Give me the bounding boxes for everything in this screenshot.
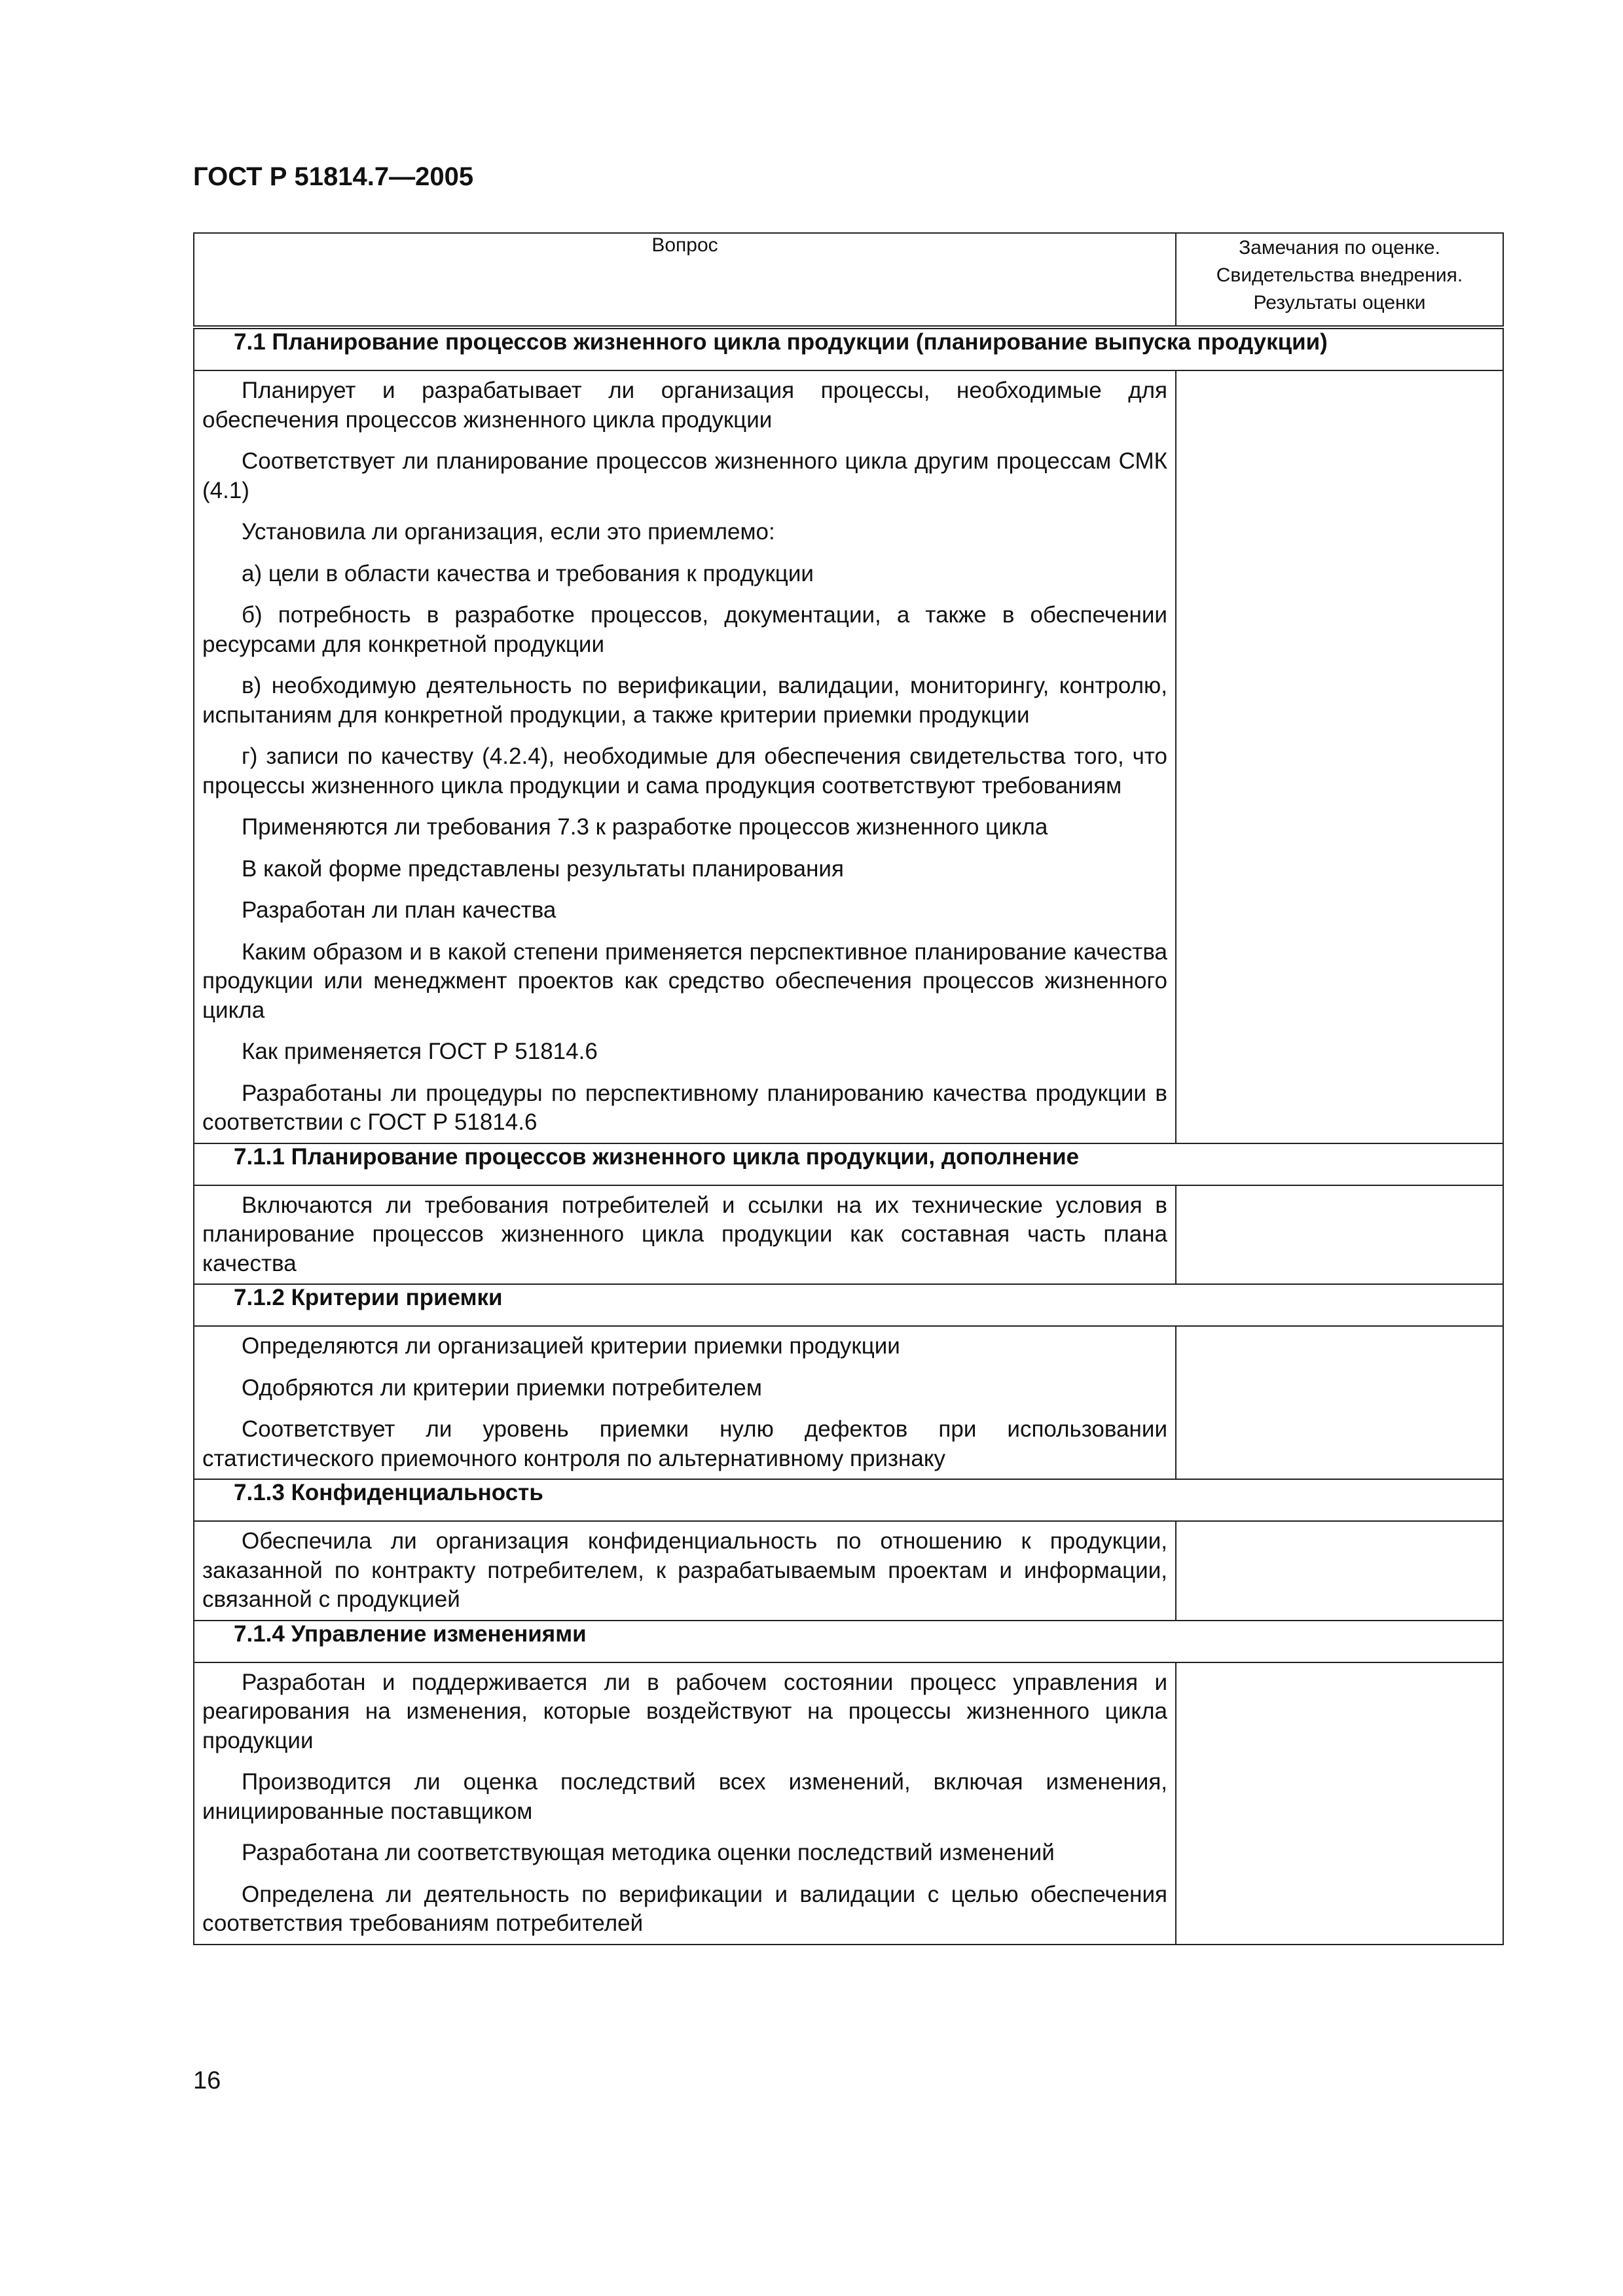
question-item: Одобряются ли критерии приемки потребителем [242, 1374, 762, 1401]
column-header-question: Вопрос [194, 233, 1176, 327]
question-item: Производится ли оценка последствий всех изменений, включая изменения, инициированные поставщиком [202, 1769, 1167, 1824]
section-questions-row [194, 1185, 1503, 1285]
questions-cell [194, 1185, 1176, 1285]
section-questions-row [194, 1326, 1503, 1479]
question-item: В какой форме представлены результаты планирования [242, 855, 844, 882]
remarks-cell [1176, 370, 1503, 1143]
column-header-remarks [1176, 233, 1503, 327]
section-title-row [194, 1284, 1503, 1326]
remarks-cell [1176, 1521, 1503, 1621]
remarks-header-line: Свидетельства внедрения. [1216, 264, 1463, 286]
section-title: 7.1 Планирование процессов жизненного цикла продукции (планирование выпуска продукции) [194, 327, 1503, 370]
section-title-row [194, 1621, 1503, 1662]
question-item: Соответствует ли планирование процессов жизненного цикла другим процессам СМК (4.1) [202, 448, 1167, 503]
remarks-cell [1176, 1185, 1503, 1285]
section-title: 7.1.2 Критерии приемки [194, 1284, 1503, 1326]
section-title: 7.1.1 Планирование процессов жизненного цикла продукции, дополнение [194, 1143, 1503, 1185]
question-item: Разработан ли план качества [242, 897, 556, 923]
question-item: Планирует и разрабатывает ли организация процессы, необходимые для обеспечения процессов жизненного цикла продукции [202, 378, 1167, 433]
table-header-row [194, 233, 1503, 327]
questions-cell [194, 370, 1176, 1143]
checklist-table [193, 232, 1504, 1945]
question-item: б) потребность в разработке процессов, документации, а также в обеспечении ресурсами для конкретной продукции [202, 602, 1167, 657]
section-questions-row [194, 1521, 1503, 1621]
document-header: ГОСТ Р 51814.7—2005 [193, 162, 474, 191]
remarks-header-line: Замечания по оценке. [1239, 237, 1440, 259]
question-item: Установила ли организация, если это приемлемо: [242, 519, 775, 545]
question-item: Определяются ли организацией критерии приемки продукции [242, 1333, 900, 1359]
section-title-row [194, 1143, 1503, 1185]
question-item: в) необходимую деятельность по верификации, валидации, мониторингу, контролю, испытаниям для конкретной продукции, а также критерии приемки продукции [202, 673, 1167, 728]
question-item: Включаются ли требования потребителей и ссылки на их технические условия в планирование процессов жизненного цикла продукции как составная часть плана качества [202, 1192, 1167, 1276]
remarks-header-line: Результаты оценки [1253, 292, 1426, 314]
section-title: 7.1.3 Конфиденциальность [194, 1479, 1503, 1521]
questions-cell [194, 1662, 1176, 1945]
question-item: Разработана ли соответствующая методика оценки последствий изменений [242, 1840, 1055, 1865]
questions-cell [194, 1326, 1176, 1479]
question-item: Обеспечила ли организация конфиденциальность по отношению к продукции, заказанной по контракту потребителем, к разрабатываемым проектам и информации, связанной с продукцией [202, 1528, 1167, 1612]
question-item: Как применяется ГОСТ Р 51814.6 [242, 1039, 598, 1064]
question-item: Применяются ли требования 7.3 к разработке процессов жизненного цикла [242, 814, 1048, 840]
question-item: Соответствует ли уровень приемки нулю дефектов при использовании статистического приемочного контроля по альтернативному признаку [202, 1416, 1167, 1471]
section-title: 7.1.4 Управление изменениями [194, 1621, 1503, 1662]
page-number: 16 [193, 2067, 221, 2094]
question-item: Определена ли деятельность по верификации и валидации с целью обеспечения соответствия требованиям потребителей [202, 1881, 1167, 1936]
question-item: г) записи по качеству (4.2.4), необходимые для обеспечения свидетельства того, что процессы жизненного цикла продукции и сама продукция соответствуют требованиям [202, 744, 1167, 798]
question-item: Каким образом и в какой степени применяется перспективное планирование качества продукции или менеджмент проектов как средство обеспечения процессов жизненного цикла [202, 939, 1167, 1023]
section-title-row [194, 1479, 1503, 1521]
questions-cell [194, 1521, 1176, 1621]
question-item: а) цели в области качества и требования к продукции [242, 560, 814, 586]
question-item: Разработан и поддерживается ли в рабочем состоянии процесс управления и реагирования на изменения, которые воздействуют на процессы жизненного цикла продукции [202, 1669, 1167, 1753]
remarks-cell [1176, 1662, 1503, 1945]
section-questions-row [194, 1662, 1503, 1945]
question-item: Разработаны ли процедуры по перспективному планированию качества продукции в соответствии с ГОСТ Р 51814.6 [202, 1080, 1167, 1135]
remarks-cell [1176, 1326, 1503, 1479]
section-title-row [194, 327, 1503, 370]
section-questions-row [194, 370, 1503, 1143]
